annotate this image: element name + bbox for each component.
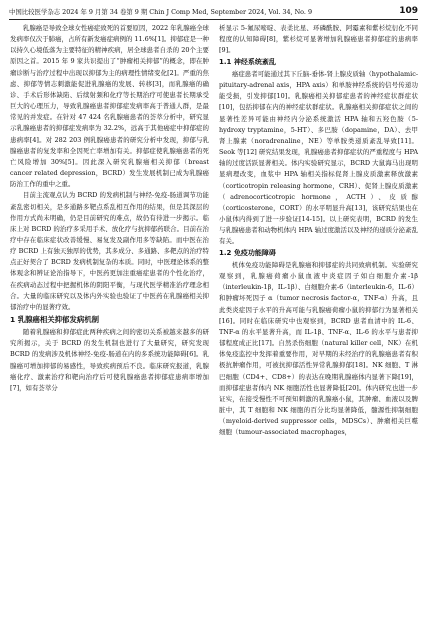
paragraph: 随着乳腺癌和抑郁症此两种疾病之间的密切关系被越来越多的研究所揭示，关于 BCRD 的发生机制也进行了大量研究，研究发现 BCRD 的发病涉及机体神经-免疫-肠道在内的多系统功能障碍[6]。乳腺癌可增加抑郁的易感性，导致疾病预后不良。临床研究报道，乳腺癌化疗、激素治疗和靶向治疗后可使乳腺癌患者抑郁症患病率增加[7]，如有荟萃分 [10, 328, 209, 392]
running-header [9, 6, 418, 18]
subsection-heading: 1.1 神经系统紊乱 [219, 58, 276, 67]
journal-citation: 中国比较医学杂志 2024 年 9 月第 34 卷第 9 期 Chin J Comp Med, September 2024, Vol. 34, No. 9 [9, 8, 313, 16]
paragraph: 析显示 5-氟尿嘧啶、表柔比星、环磷酰胺、阿霉素和紫杉烷衍化不同程度的认知障碍[8]，紫杉烷可显著增加乳腺癌患者抑郁症的患病率[9]。 [219, 24, 418, 55]
header-rule [9, 19, 418, 20]
paragraph: 目前主流观点认为 BCRD 的发病机制与神经-免疫-肠道调节功能紊乱密切相关，是多通路多靶点系乱相互作用的结果，但是其深层的作用方式尚未明确，仍是目前研究的难点，故仍有待进一步揭示。临床上对 BCRD 的治疗多采用手术、放化疗与抗抑郁药联合。目前在治疗中存在临床症状改善缓慢、易复发及副作用多等缺陷。而中医在治疗 BCRD 上有独天独厚的优势，其多成分、多通路、多靶点的治疗特点正好契合了 BCRD 发病机制复杂的本质。同时，中医理论体系的整体观念和辨证论治指导下，中医药更加注重癌症患者的个性化治疗，在疾病动态过程中把握机体的阴阳平衡，与现代医学精准治疗理念相合。大量的临床研究以及体内外实验也验证了中医药在乳腺癌相关抑郁治疗中的显著疗效。 [10, 191, 209, 311]
paragraph: 乳腺癌是导致全球女性癌症致死的首要原因，2022 年乳腺癌全球发病率仅次于肺癌，占所有新发癌症病例的 11.6%[1]。抑郁症是一种以持久心境低落为主要特征的精神疾病，居全球患者自杀的 20个主要原因之首。2015 年 9 家共识提出了“肿瘤相关抑郁”的概念，即在肿瘤诊断与治疗过程中出现以抑郁为主的病理性情绪变化[2]。严重的焦虑、抑郁等情志刺激能促进乳腺癌的发展、转移[3]，而乳腺癌的确诊、手术后形体缺陷、后续射频和化疗等长期治疗可使患者长期承受巨大的心理压力，导致乳腺癌患者抑郁症发病率高于普通人群，是最常见的并发症。在针对 47 424 名乳腺癌患者的荟萃分析中，研究显示乳腺癌患者的抑郁症发病率为 32.2%，远高于其他癌症中抑郁症的患病率[4]。对 282 203 例乳腺癌患者的研究分析中发现，抑郁与乳腺癌患者的复发率和全因死亡率增加有关。抑郁症使乳腺癌患者的死亡风险增加 30%[5]。因此深入研究乳腺癌相关抑郁（breast cancer related depression，BCRD）发生发展机制已成为乳腺癌防治工作的重中之重。 [10, 24, 209, 189]
page-number: 109 [399, 6, 418, 16]
section-heading: 1 乳腺癌相关抑郁发病机制 [10, 315, 100, 325]
subsection-heading: 1.2 免疫功能障碍 [219, 249, 276, 258]
paragraph: 机体免疫功能障碍是乳腺癌和抑郁症的共同致病机制。实验研究观察到，乳腺癌荷瘤小鼠血液中炎症因子如白细胞介素-1β（interleukin-1β，IL-1β）、白细胞介素-6（interleukin-6，IL-6）和肿瘤坏死因子 α（tumor necrosis factor-α，TNF-α）升高，且此类炎症因子水平的升高可能与乳腺癌荷瘤小鼠的抑郁行为显著相关[16]。同时在临床研究中也观察到，BCRD 患者血清中的 IL-6、TNF-α 的水平显著升高，而 IL-1β、TNF-α、IL-6 的水平与患者抑郁程度成正比[17]。自然杀伤细胞（natural killer cell，NK）在机体免疫监控中发挥着重要作用，对早期的未经治疗的乳腺癌患者有积极抗肿瘤作用，可被抗抑郁活性异常乳腺抑郁[18]。NK 细胞、T 淋巴细胞（CD4+、CD8+）的表达在晚期乳腺癌体内显著下降[19]，而抑郁症患者体内 NK 细胞活性也显著降低[20]。体内研究也进一步证实，在接受慢性不可预知刺激的乳腺癌小鼠，其肿瘤、血液以及脾脏中，其 T 细胞和 NK 细胞的百分比均显著降低，髓源性抑制细胞（myeloid-derived suppressor cells，MDSCs）、肿瘤相关巨噬细胞（tumour-associated macrophages， [219, 260, 418, 437]
right-column [219, 23, 418, 438]
paragraph: 癌症患者可能通过其下丘脑-垂体-肾上腺皮质轴（hypothalamic-pituitary-adrenal axis，HPA axis）和单胺神经系统的信号传递功能受损，引发抑郁[10]。乳腺癌相关抑郁症患者的神经症状群症状[10]，包括抑郁在内的神经症状群症状。乳腺癌相关抑郁症状之间的显著性差异可能由神经内分泌系统激活 HPA 轴和五羟色胺（5-hydroxy tryptamine，5-HT）、多巴胺（dopamine，DA）、去甲肾上腺素（noradrenaline，NE）等单胺类递质紊乱导致[11]。Seok 等[12] 研究结果发现，乳腺癌患者抑郁症状的严重程度与 HPA 轴的过度活跃显著相关。体内实验研究显示，BCRD 大鼠海马出现明显病理改变，血浆中 HPA 轴相关指标促肾上腺皮质激素释放激素（corticotropin releasing hormone，CRH）、促肾上腺皮质激素（adrenocorticotropic hormone，ACTH）、皮质醇（corticosterone，CORT）的水平明显升高[13]，该研究结果也在小鼠体内得到了进一步验证[14-15]。以上研究表明，BCRD 的发生与乳腺癌患者和动物机体内 HPA 轴过度激活以及神经的递质分泌紊乱有关。 [219, 69, 418, 246]
left-column [10, 23, 209, 394]
